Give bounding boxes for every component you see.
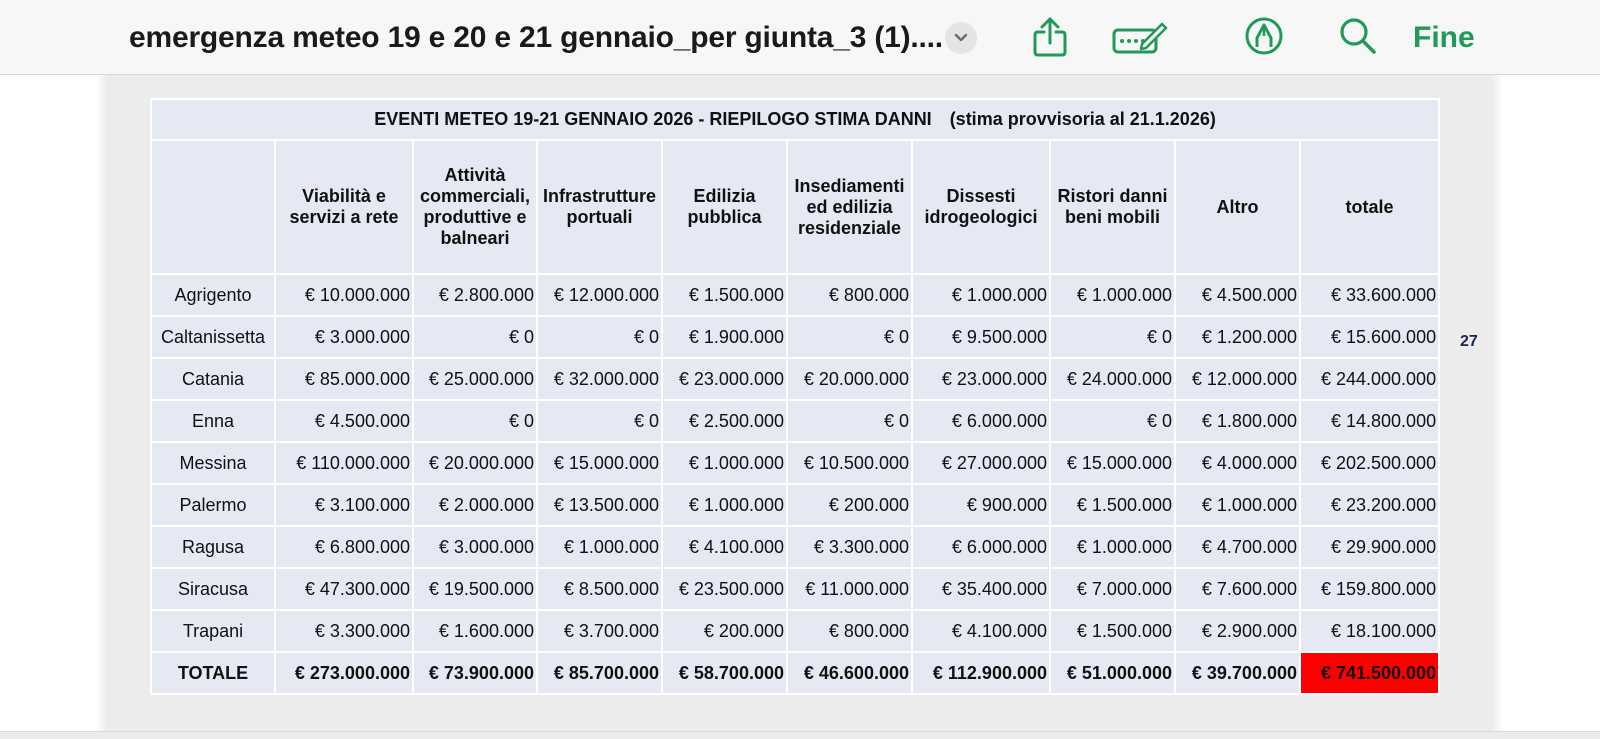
- table-row: [151, 442, 1439, 484]
- amount-cell: € 33.600.000: [1300, 274, 1439, 316]
- table-row: [151, 484, 1439, 526]
- column-total-cell: € 73.900.000: [413, 652, 537, 694]
- table-row: [151, 274, 1439, 316]
- amount-cell: € 110.000.000: [275, 442, 413, 484]
- column-header: Insediamenti ed edilizia residenziale: [787, 140, 912, 274]
- amount-cell: € 27.000.000: [912, 442, 1050, 484]
- amount-cell: € 15.000.000: [1050, 442, 1175, 484]
- amount-cell: € 7.000.000: [1050, 568, 1175, 610]
- amount-cell: € 15.000.000: [537, 442, 662, 484]
- amount-cell: € 800.000: [787, 610, 912, 652]
- markup-pen-icon: [1244, 16, 1284, 56]
- province-name: Ragusa: [151, 526, 275, 568]
- amount-cell: € 25.000.000: [413, 358, 537, 400]
- amount-cell: € 35.400.000: [912, 568, 1050, 610]
- table-title: EVENTI METEO 19-21 GENNAIO 2026 - RIEPILOGO STIMA DANNI: [374, 109, 932, 129]
- amount-cell: € 12.000.000: [1175, 358, 1300, 400]
- amount-cell: € 10.500.000: [787, 442, 912, 484]
- column-total-cell: € 85.700.000: [537, 652, 662, 694]
- province-name: Catania: [151, 358, 275, 400]
- column-header: [151, 140, 275, 274]
- amount-cell: € 3.000.000: [413, 526, 537, 568]
- province-name: Messina: [151, 442, 275, 484]
- column-header: Edilizia pubblica: [662, 140, 787, 274]
- annotate-icon: [1112, 20, 1168, 56]
- amount-cell: € 0: [1050, 316, 1175, 358]
- amount-cell: € 1.800.000: [1175, 400, 1300, 442]
- amount-cell: € 6.000.000: [912, 526, 1050, 568]
- amount-cell: € 2.800.000: [413, 274, 537, 316]
- column-header: Viabilità e servizi a rete: [275, 140, 413, 274]
- amount-cell: € 4.100.000: [912, 610, 1050, 652]
- amount-cell: € 4.000.000: [1175, 442, 1300, 484]
- amount-cell: € 32.000.000: [537, 358, 662, 400]
- search-icon: [1338, 16, 1378, 56]
- amount-cell: € 3.100.000: [275, 484, 413, 526]
- column-header: Attività commerciali, produttive e balneari: [413, 140, 537, 274]
- amount-cell: € 29.900.000: [1300, 526, 1439, 568]
- amount-cell: € 159.800.000: [1300, 568, 1439, 610]
- share-icon: [1032, 16, 1068, 58]
- province-name: Caltanissetta: [151, 316, 275, 358]
- province-name: Palermo: [151, 484, 275, 526]
- amount-cell: € 200.000: [787, 484, 912, 526]
- amount-cell: € 12.000.000: [537, 274, 662, 316]
- amount-cell: € 23.000.000: [662, 358, 787, 400]
- amount-cell: € 0: [537, 316, 662, 358]
- amount-cell: € 1.500.000: [1050, 484, 1175, 526]
- table-note: (stima provvisoria al 21.1.2026): [949, 109, 1216, 129]
- amount-cell: € 1.000.000: [662, 484, 787, 526]
- column-total-cell: € 58.700.000: [662, 652, 787, 694]
- amount-cell: € 0: [413, 400, 537, 442]
- amount-cell: € 0: [787, 400, 912, 442]
- amount-cell: € 3.000.000: [275, 316, 413, 358]
- amount-cell: € 11.000.000: [787, 568, 912, 610]
- province-name: Siracusa: [151, 568, 275, 610]
- amount-cell: € 8.500.000: [537, 568, 662, 610]
- column-header: Altro: [1175, 140, 1300, 274]
- amount-cell: € 1.000.000: [537, 526, 662, 568]
- amount-cell: € 7.600.000: [1175, 568, 1300, 610]
- amount-cell: € 4.500.000: [275, 400, 413, 442]
- amount-cell: € 1.000.000: [1050, 274, 1175, 316]
- column-header: Dissesti idrogeologici: [912, 140, 1050, 274]
- province-name: Trapani: [151, 610, 275, 652]
- amount-cell: € 9.500.000: [912, 316, 1050, 358]
- amount-cell: € 0: [537, 400, 662, 442]
- amount-cell: € 0: [787, 316, 912, 358]
- amount-cell: € 18.100.000: [1300, 610, 1439, 652]
- table-row: [151, 358, 1439, 400]
- amount-cell: € 3.700.000: [537, 610, 662, 652]
- amount-cell: € 23.200.000: [1300, 484, 1439, 526]
- amount-cell: € 1.900.000: [662, 316, 787, 358]
- amount-cell: € 1.000.000: [662, 442, 787, 484]
- done-button[interactable]: Fine: [1413, 21, 1475, 54]
- amount-cell: € 10.000.000: [275, 274, 413, 316]
- amount-cell: € 1.500.000: [1050, 610, 1175, 652]
- province-name: Agrigento: [151, 274, 275, 316]
- amount-cell: € 900.000: [912, 484, 1050, 526]
- amount-cell: € 14.800.000: [1300, 400, 1439, 442]
- amount-cell: € 1.000.000: [1050, 526, 1175, 568]
- amount-cell: € 800.000: [787, 274, 912, 316]
- share-button[interactable]: [1032, 16, 1068, 63]
- amount-cell: € 24.000.000: [1050, 358, 1175, 400]
- amount-cell: € 20.000.000: [787, 358, 912, 400]
- amount-cell: € 85.000.000: [275, 358, 413, 400]
- amount-cell: € 3.300.000: [275, 610, 413, 652]
- amount-cell: € 6.800.000: [275, 526, 413, 568]
- column-header: Infrastrutture portuali: [537, 140, 662, 274]
- amount-cell: € 2.900.000: [1175, 610, 1300, 652]
- amount-cell: € 15.600.000: [1300, 316, 1439, 358]
- column-total-cell: € 46.600.000: [787, 652, 912, 694]
- amount-cell: € 200.000: [662, 610, 787, 652]
- amount-cell: € 1.200.000: [1175, 316, 1300, 358]
- amount-cell: € 1.000.000: [1175, 484, 1300, 526]
- amount-cell: € 20.000.000: [413, 442, 537, 484]
- amount-cell: € 1.600.000: [413, 610, 537, 652]
- column-total-cell: € 273.000.000: [275, 652, 413, 694]
- column-total-cell: € 39.700.000: [1175, 652, 1300, 694]
- amount-cell: € 244.000.000: [1300, 358, 1439, 400]
- amount-cell: € 0: [413, 316, 537, 358]
- column-header: totale: [1300, 140, 1439, 274]
- document-title[interactable]: emergenza meteo 19 e 20 e 21 gennaio_per giunta_3 (1)....: [129, 21, 943, 54]
- amount-cell: € 4.700.000: [1175, 526, 1300, 568]
- amount-cell: € 13.500.000: [537, 484, 662, 526]
- table-header-row: [151, 140, 1439, 274]
- search-button[interactable]: [1338, 16, 1378, 61]
- column-header: Ristori danni beni mobili: [1050, 140, 1175, 274]
- amount-cell: € 6.000.000: [912, 400, 1050, 442]
- totals-label: TOTALE: [151, 652, 275, 694]
- markup-button[interactable]: [1244, 16, 1284, 61]
- top-toolbar: [0, 0, 1600, 75]
- amount-cell: € 4.500.000: [1175, 274, 1300, 316]
- amount-cell: € 23.000.000: [912, 358, 1050, 400]
- totals-row: [151, 652, 1439, 694]
- province-name: Enna: [151, 400, 275, 442]
- amount-cell: € 1.000.000: [912, 274, 1050, 316]
- title-menu-button[interactable]: [945, 22, 977, 54]
- page-number: 27: [1460, 333, 1478, 350]
- table-row: [151, 316, 1439, 358]
- amount-cell: € 202.500.000: [1300, 442, 1439, 484]
- amount-cell: € 4.100.000: [662, 526, 787, 568]
- table-row: [151, 400, 1439, 442]
- amount-cell: € 2.500.000: [662, 400, 787, 442]
- table-row: [151, 526, 1439, 568]
- amount-cell: € 0: [1050, 400, 1175, 442]
- table-title-row: [151, 99, 1439, 140]
- amount-cell: € 1.500.000: [662, 274, 787, 316]
- amount-cell: € 3.300.000: [787, 526, 912, 568]
- amount-cell: € 2.000.000: [413, 484, 537, 526]
- column-total-cell: € 51.000.000: [1050, 652, 1175, 694]
- table-row: [151, 610, 1439, 652]
- column-total-cell: € 112.900.000: [912, 652, 1050, 694]
- amount-cell: € 19.500.000: [413, 568, 537, 610]
- table-row: [151, 568, 1439, 610]
- grand-total-cell: € 741.500.000: [1300, 652, 1439, 694]
- chevron-down-icon: [953, 31, 969, 45]
- annotate-button[interactable]: [1112, 20, 1168, 61]
- damage-estimate-table: [150, 98, 1440, 695]
- amount-cell: € 23.500.000: [662, 568, 787, 610]
- amount-cell: € 47.300.000: [275, 568, 413, 610]
